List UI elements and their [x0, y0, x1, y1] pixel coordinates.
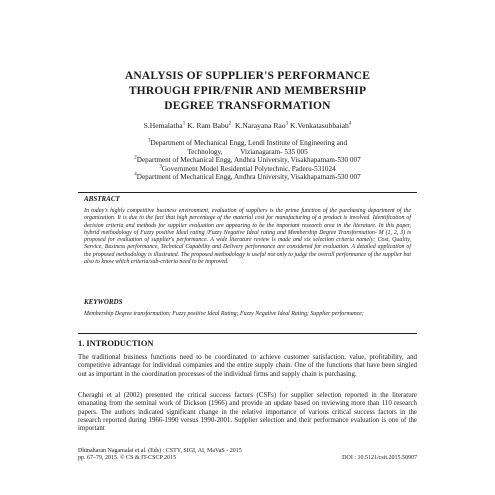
author-name: K.Venkatasubbaiah — [289, 121, 349, 130]
affiliation-3: $^3$Government Model Residential Polytechnic, Paderu-531024 — [159, 164, 336, 173]
footer-doi: DOI : 10.5121/csit.2015.50907 — [342, 455, 417, 462]
intro-paragraph-2: Cheraghi et al (2002) presented the critical success factors (CSFs) for supplier selection reported in the literature emanating from the seminal work of Dickson (1966) and provide an update based on reviewing more than 110 research papers. The authors indicated significant change in the relative importance of various critical success factors in the research reported during 1966-1990 versus 1990-2001. Supplier selection and their performance evaluation is one of the important — [78, 392, 417, 433]
keywords-bottom-rule — [78, 333, 417, 334]
author-mark: 2 — [228, 121, 232, 127]
keywords-heading: KEYWORDS — [84, 298, 123, 306]
author-mark: 1 — [182, 121, 186, 127]
author-list — [78, 121, 417, 131]
affiliation-list — [78, 139, 417, 182]
affiliation-2: $^2$Department of Mechanical Engg, Andhra University, Visakhapatnam-530 007 — [134, 155, 361, 165]
abstract-heading: ABSTRACT — [84, 195, 120, 203]
affiliation-4: $^4$Department of Mechanical Engg, Andhra University, Visakhapatnam-530 007 — [134, 172, 361, 182]
author-mark: 3 — [285, 121, 289, 127]
title-line-3: DEGREE TRANSFORMATION — [164, 100, 331, 112]
footer-proceedings: Dhinaharan Nagamalai et al. (Eds) : CSTY, SIGI, AI, MaVaS - 2015 — [78, 448, 242, 454]
section-heading-introduction: 1. INTRODUCTION — [78, 339, 154, 348]
affiliation-1: $^1$Department of Mechanical Engg, Lendi Institute of Engineering and — [147, 138, 348, 147]
title-line-1: ANALYSIS OF SUPPLIER'S PERFORMANCE — [124, 70, 371, 82]
affiliation-1-cont: Technology, Vizianagaram- 535 005 — [187, 147, 308, 156]
footer-pages-copyright: pp. 67–79, 2015. © CS & IT-CSCP 2015 — [78, 455, 177, 462]
author-name: K. Ram Babu — [187, 121, 229, 130]
abstract-text: In today's highly competitive business environment, evaluation of suppliers is the prime function of the purchasing department of the organization. It is due to the fact that high percentage of the material cost for manufacturing of a product is involved. Identification of decision criteria and methods for supplier evaluation are appearing to be the important research area in the literature. In this paper, hybrid methodology of Fuzzy positive Ideal rating /Fuzzy Negative Ideal rating and Membership Degree Transformation- M (1, 2, 3) is proposed for evaluation of supplier's performance. A wide literature review is made and six selection criteria namely: Cost, Quality, Service, Business performance, Technical Capability and Delivery performance are considered for evaluation. A detailed application of the proposed methodology is illustrated. The proposed methodology is useful not only to judge the overall performance of the supplier but also to know which criteria/sub-criteria need to be improved. — [84, 208, 411, 266]
author-mark: 4 — [348, 121, 352, 127]
keywords-text: Membership Degree transformation; Fuzzy positive Ideal Rating; Fuzzy Negative Ideal Rating; Supplier performance; — [84, 311, 364, 317]
abstract-top-rule — [78, 192, 417, 193]
paper-title — [78, 69, 417, 114]
intro-paragraph-1: The traditional business functions need to be coordinated to achieve customer satisfaction, value, profitability, and competitive advantage for individual companies and the entire supply chain. One of the functions that have been singled out as important in the coordination processes of the individual firms and supply chain is purchasing. — [78, 354, 417, 378]
author-name: K.Narayana Rao — [234, 121, 286, 130]
author-name: S.Hemalatha — [143, 121, 183, 130]
title-line-2: THROUGH FPIR/FNIR AND MEMBERSHIP — [128, 85, 367, 97]
